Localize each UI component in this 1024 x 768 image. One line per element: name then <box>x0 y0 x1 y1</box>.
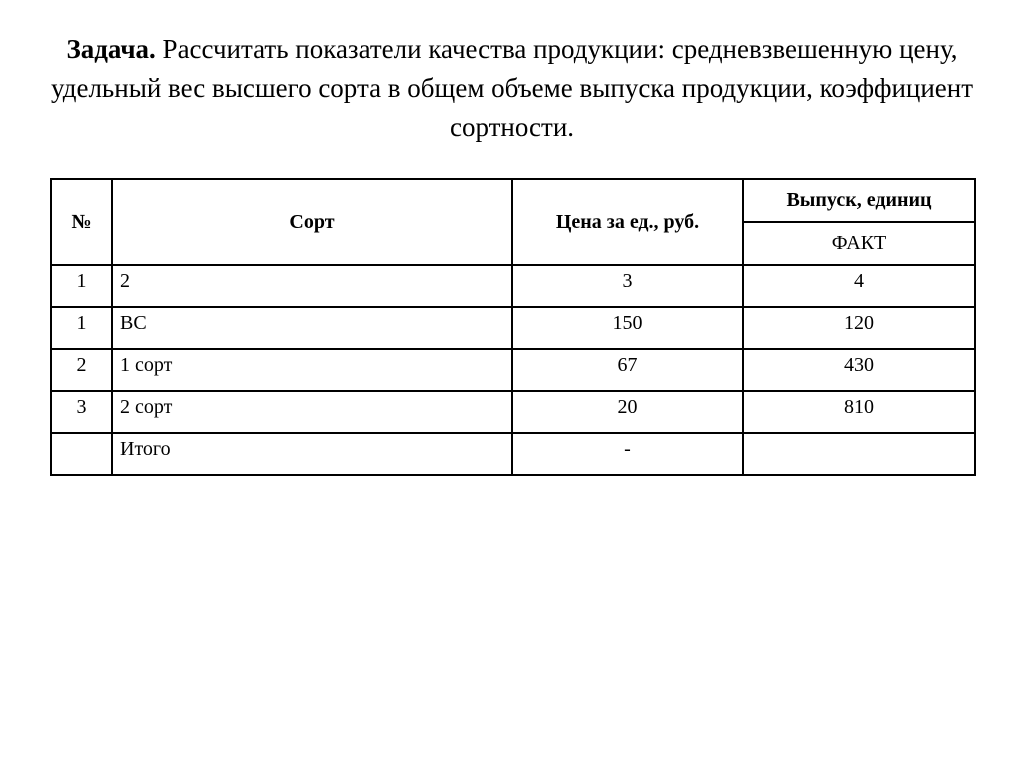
task-label: Задача. <box>66 34 156 64</box>
header-output-fact: ФАКТ <box>743 222 975 265</box>
cell-grade: 2 <box>112 265 512 307</box>
cell-grade: 2 сорт <box>112 391 512 433</box>
table-row-total <box>51 433 975 475</box>
header-row <box>51 179 975 222</box>
header-num: № <box>51 179 112 265</box>
cell-output <box>743 433 975 475</box>
cell-output: 430 <box>743 349 975 391</box>
header-output: Выпуск, единиц <box>743 179 975 222</box>
cell-num: 3 <box>51 391 112 433</box>
cell-num <box>51 433 112 475</box>
cell-grade: 1 сорт <box>112 349 512 391</box>
cell-grade: Итого <box>112 433 512 475</box>
cell-output: 810 <box>743 391 975 433</box>
header-price: Цена за ед., руб. <box>512 179 743 265</box>
cell-price: - <box>512 433 743 475</box>
cell-output: 4 <box>743 265 975 307</box>
cell-output: 120 <box>743 307 975 349</box>
table-row <box>51 265 975 307</box>
task-text: Рассчитать показатели качества продукции: средневзвешенную цену, удельный вес высшего сорта в общем объеме выпуска продукции, коэффициент сортности. <box>50 34 974 142</box>
cell-num: 1 <box>51 307 112 349</box>
cell-price: 20 <box>512 391 743 433</box>
quality-table <box>50 178 976 476</box>
cell-price: 150 <box>512 307 743 349</box>
cell-num: 2 <box>51 349 112 391</box>
cell-grade: ВС <box>112 307 512 349</box>
cell-price: 3 <box>512 265 743 307</box>
table-row <box>51 349 975 391</box>
header-grade: Сорт <box>112 179 512 265</box>
table-row <box>51 307 975 349</box>
cell-price: 67 <box>512 349 743 391</box>
task-statement <box>40 30 984 147</box>
cell-num: 1 <box>51 265 112 307</box>
table-row <box>51 391 975 433</box>
